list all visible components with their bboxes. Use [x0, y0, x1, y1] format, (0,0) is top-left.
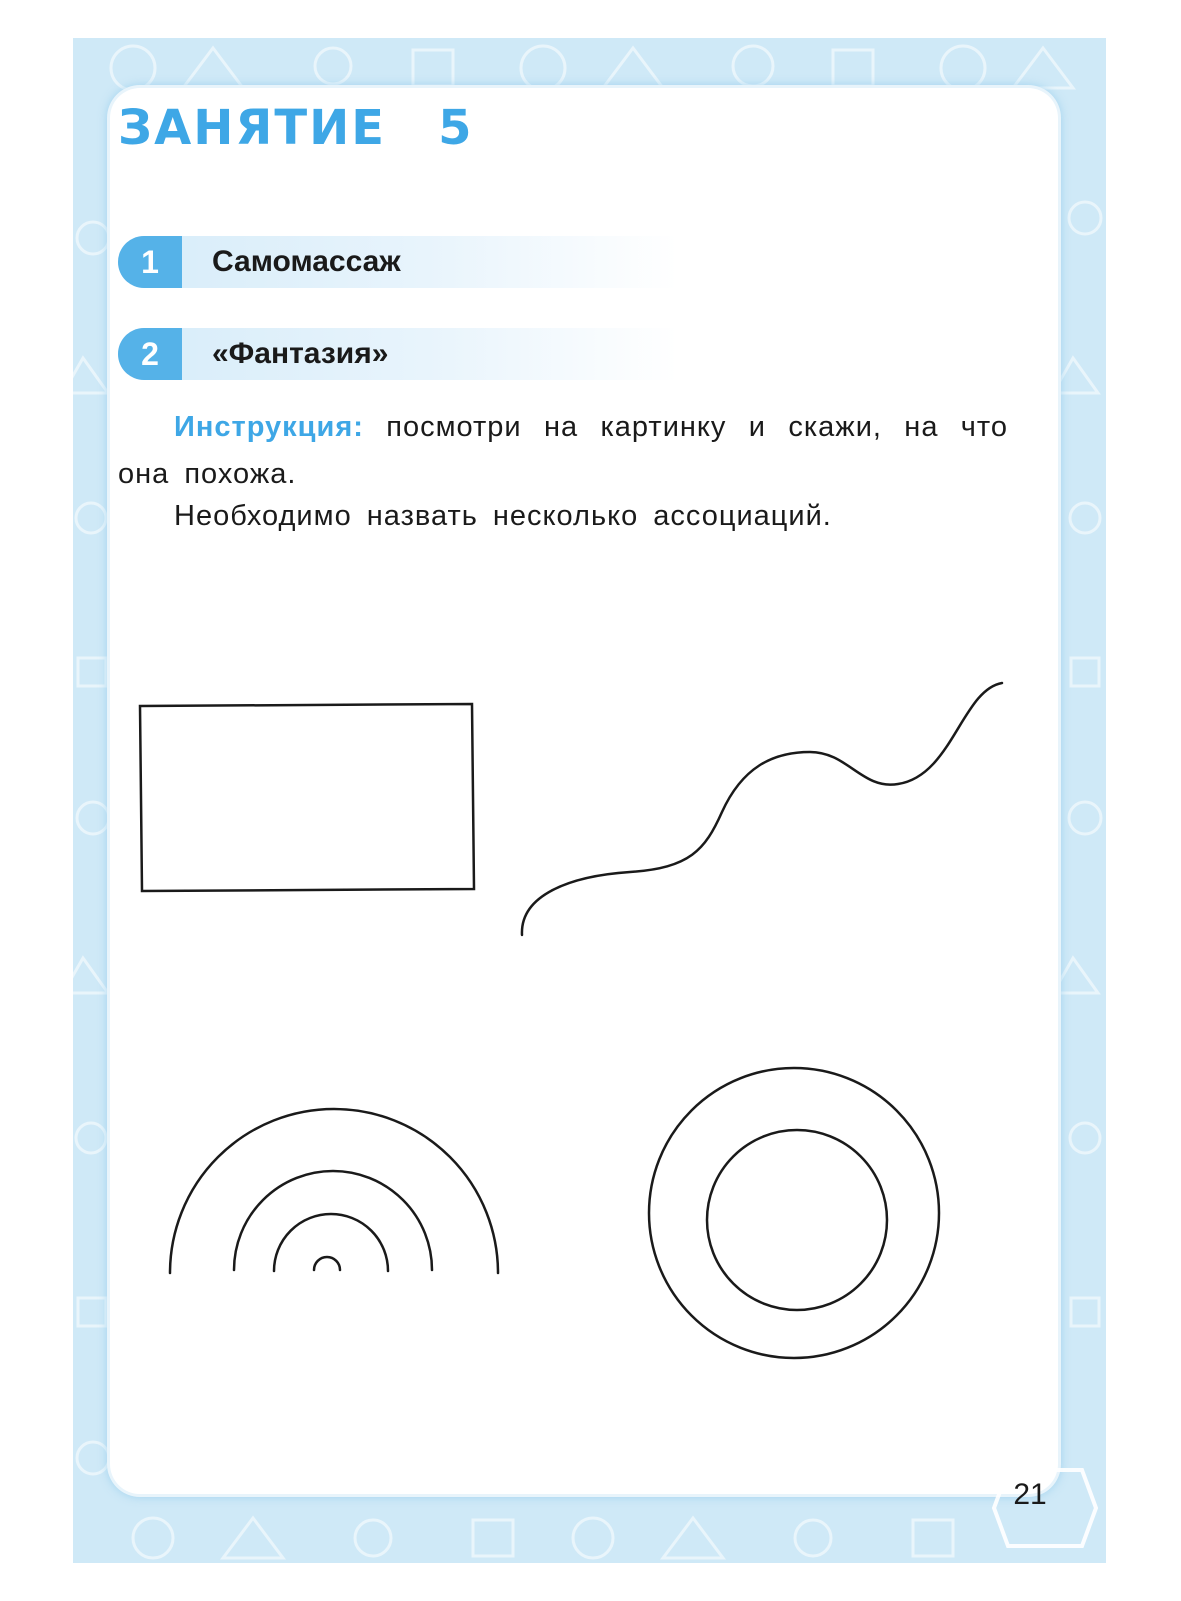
section-label: «Фантазия»: [212, 337, 389, 370]
wavy-line-figure: [522, 683, 1002, 935]
instruction-paragraph-2: Необходимо назвать несколько ассоциаций.: [174, 500, 832, 532]
instruction-label: Инструкция:: [174, 411, 364, 443]
ring-figure: [649, 1068, 939, 1358]
page-number: 21: [1013, 1478, 1047, 1511]
lesson-title-word: ЗАНЯТИЕ: [118, 100, 387, 156]
concentric-arcs-figure: [170, 1109, 498, 1273]
section-number-badge: 2: [118, 328, 182, 380]
rectangle-figure: [140, 704, 474, 891]
section-number-badge: 1: [118, 236, 182, 288]
instruction-text: посмотри на картинку и скажи, на что она похожа.: [118, 411, 1008, 490]
section-label: Самомассаж: [212, 245, 401, 278]
lesson-number: 5: [438, 100, 474, 156]
